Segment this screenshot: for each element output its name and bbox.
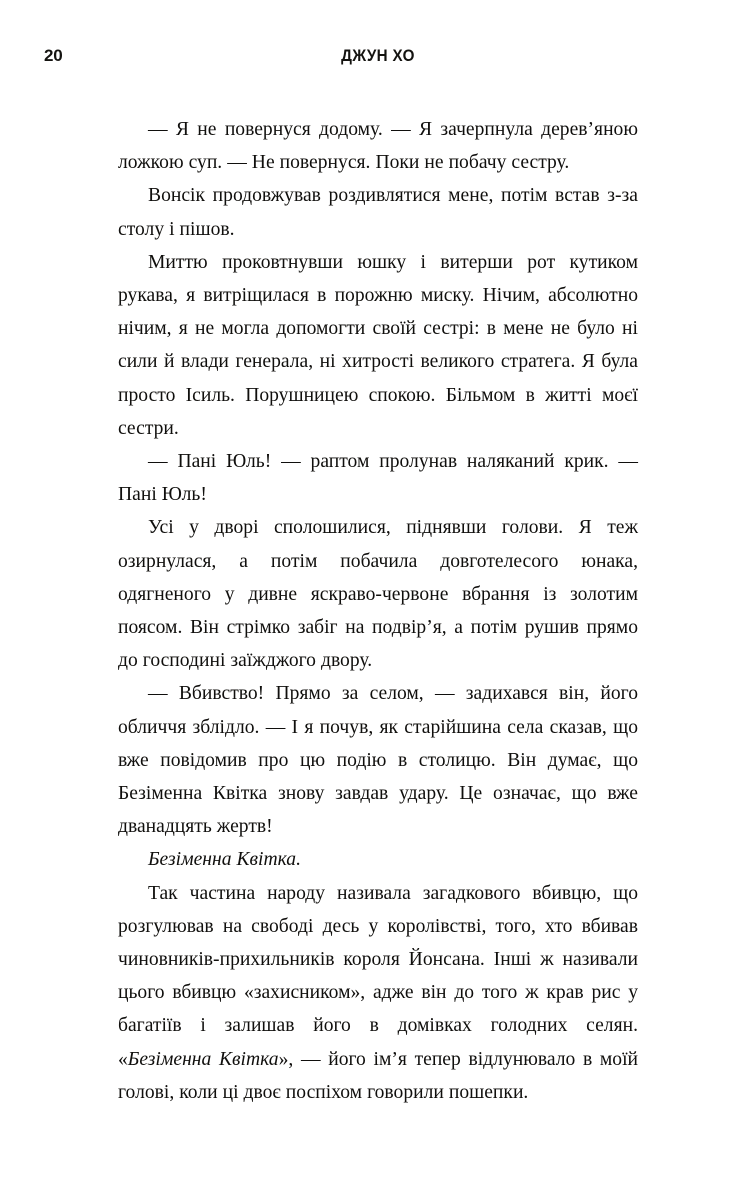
italic-phrase: Безіменна Квітка. xyxy=(148,849,302,871)
paragraph: Вонсік продовжував роздивлятися мене, потім встав з-за столу і пішов. xyxy=(118,185,638,240)
body-text-block xyxy=(118,113,638,1109)
paragraph-mixed: Так частина народу називала загадкового вбивцю, що розгулював на свободі десь у королівстві, того, хто вбивав чиновників-прихильників короля Йонсана. Інші ж називали цього вбивцю «захисником», адже він до того ж крав рис у багатіїв і залишав його в домівках голодних селян. «Безіменна Квітка», — його ім’я тепер відлунювало в моїй голові, коли ці двоє поспіхом говорили пошепки. xyxy=(118,882,638,1103)
running-head xyxy=(0,45,756,67)
paragraph: — Я не повернуся додому. — Я зачерпнула дерев’яною ложкою суп. — Не повернуся. Поки не побачу сестру. xyxy=(118,119,638,174)
paragraph: — Вбивство! Прямо за селом, — задихався він, його обличчя зблідло. — І я почув, як старійшина села сказав, що вже повідомив про цю подію в столицю. Він думає, що Безіменна Квітка знову завдав удару. Це означає, що вже дванадцять жертв! xyxy=(118,683,638,838)
paragraph-italic-callout xyxy=(118,843,638,876)
paragraph: Миттю проковтнувши юшку і витерши рот кутиком рукава, я витріщилася в порожню миску. Нічим, абсолютно нічим, я не могла допомогти своїй сестрі: в мене не було ні сили й влади генерала, ні хитрості великого стратега. Я була просто Ісиль. Порушницею спокою. Більмом в житті моєї сестри. xyxy=(118,251,638,439)
italic-phrase: Безіменна Квітка xyxy=(127,1048,279,1070)
paragraph: — Пані Юль! — раптом пролунав наляканий крик. — Пані Юль! xyxy=(118,451,638,506)
page-number: 20 xyxy=(44,46,63,65)
running-head-title: ДЖУН ХО xyxy=(341,47,415,65)
paragraph: Усі у дворі сполошилися, піднявши голови. Я теж озирнулася, а потім побачила довготелесого юнака, одягненого у дивне яскраво-червоне вбрання із золотим поясом. Він стрімко забіг на подвір’я, а потім рушив прямо до господині заїжджого двору. xyxy=(118,517,638,672)
